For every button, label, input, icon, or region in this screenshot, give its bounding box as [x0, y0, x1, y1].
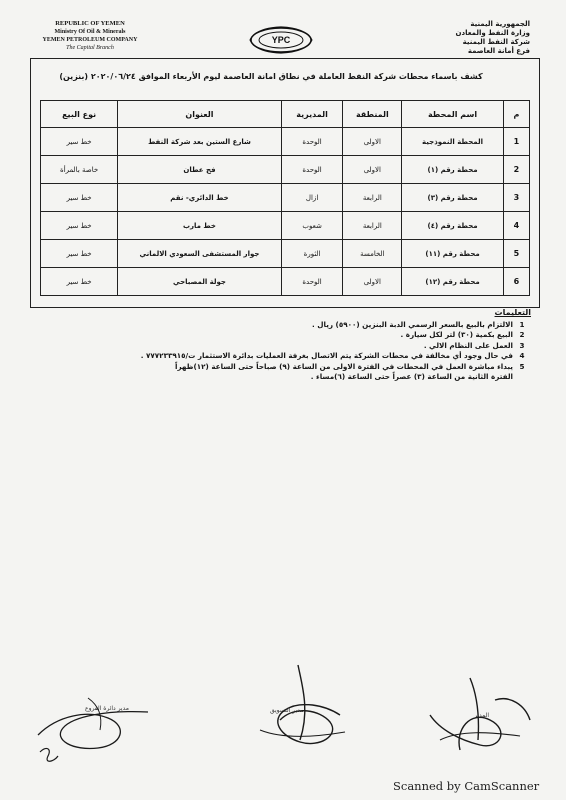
cell-zone: الرابعة	[343, 212, 402, 240]
instruction-text: الالتزام بالبيع بالسعر الرسمي الدبة البنزين (٥٩٠٠) ريال .	[312, 319, 513, 329]
header-english-line: YEMEN PETROLEUM COMPANY	[42, 37, 138, 43]
cell-address: فج عطان	[118, 156, 282, 184]
table-header-row	[41, 101, 530, 128]
header-arabic-line: شركة النفط اليمنية	[462, 38, 530, 46]
cell-station-name: محطة رقم (٣)	[402, 184, 504, 212]
cell-directorate: الوحدة	[281, 268, 343, 296]
header-english	[30, 20, 150, 52]
instruction-number: 3	[519, 340, 525, 350]
stations-table	[40, 100, 530, 296]
signature-label-middle: مدير التسويق	[270, 707, 304, 714]
table-row	[41, 156, 530, 184]
cell-zone: الاولى	[343, 128, 402, 156]
instructions-title: التعليمات	[494, 308, 531, 317]
cell-directorate: ازال	[281, 184, 343, 212]
header-arabic-line: الجمهورية اليمنية	[470, 20, 530, 28]
instruction-text: يبداء مباشرة العمل في المحطات في الفترة الاولى من الساعة (٩) صباحاً حتى الساعة (١٢)ظهراً	[175, 361, 513, 371]
cell-num: 2	[503, 156, 529, 184]
cell-address: خط مارب	[118, 212, 282, 240]
cell-station-name: محطة رقم (١٢)	[402, 268, 504, 296]
cell-station-name: المحطة النموذجية	[402, 128, 504, 156]
cell-station-name: محطة رقم (٤)	[402, 212, 504, 240]
cell-directorate: الوحدة	[281, 128, 343, 156]
signature-right-icon	[400, 670, 540, 760]
cell-sale-type: خاصة بالمرأة	[41, 156, 118, 184]
cell-address: جولة المصباحي	[118, 268, 282, 296]
cell-address: خط الدائري- نقم	[118, 184, 282, 212]
header-arabic	[420, 20, 530, 56]
cell-num: 3	[503, 184, 529, 212]
instruction-item	[96, 341, 531, 352]
signature-label-left: مدير دائرة الفروع	[85, 705, 129, 712]
header-directorate: المديرية	[281, 101, 343, 128]
header-english-line: The Capital Branch	[66, 45, 114, 51]
instruction-item	[96, 320, 531, 331]
signature-middle-icon	[240, 660, 360, 755]
header-num: م	[503, 101, 529, 128]
instruction-continuation: الفترة الثانية من الساعة (٣) عصراً حتى الساعة (٦)مساء .	[310, 372, 513, 381]
instruction-item	[96, 362, 531, 373]
table-row	[41, 212, 530, 240]
instruction-text: في حال وجود أي مخالفة في محطات الشركة يتم الاتصال بغرفة العمليات بدائرة الاستثمار ت/٧٧٧٢٣٣٩١٥ .	[140, 351, 513, 360]
cell-sale-type: خط سير	[41, 240, 118, 268]
table-row	[41, 268, 530, 296]
signature-label-right: المدير	[474, 712, 490, 719]
header-sale-type: نوع البيع	[41, 101, 118, 128]
cell-address: جوار المستشفى السعودي الالماني	[118, 240, 282, 268]
cell-station-name: محطة رقم (١)	[402, 156, 504, 184]
instruction-item	[96, 351, 531, 362]
instruction-number: 2	[519, 330, 525, 339]
header-station-name: اسم المحطة	[402, 101, 504, 128]
cell-sale-type: خط سير	[41, 212, 118, 240]
header-address: العنوان	[118, 101, 282, 128]
document-title: كشف باسماء محطات شركة النفط العاملة في نطاق امانة العاصمة ليوم الأربعاء الموافق ٢٠٢٠/٠٦/٢٤ (بنزين)	[59, 72, 483, 81]
cell-zone: الرابعة	[343, 184, 402, 212]
instructions-section	[96, 308, 531, 383]
cell-num: 6	[503, 268, 529, 296]
cell-directorate: شعوب	[281, 212, 343, 240]
signature-left-icon	[28, 690, 168, 770]
cell-sale-type: خط سير	[41, 128, 118, 156]
cell-zone: الاولى	[343, 156, 402, 184]
logo-text: YPC	[271, 35, 291, 45]
instruction-number: 5	[519, 361, 525, 371]
instruction-text: البيع بكمية (٣٠) لتر لكل سيارة .	[400, 330, 513, 339]
cell-num: 1	[503, 128, 529, 156]
cell-zone: الاولى	[343, 268, 402, 296]
instruction-number: 4	[519, 351, 525, 360]
header-arabic-line: فرع أمانة العاصمة	[467, 47, 530, 55]
instruction-number: 1	[519, 319, 525, 329]
cell-directorate: الثورة	[281, 240, 343, 268]
cell-zone: الخامسة	[343, 240, 402, 268]
table-row	[41, 128, 530, 156]
header-arabic-line: وزارة النفط والمعادن	[455, 29, 530, 37]
scanner-watermark: Scanned by CamScanner	[393, 779, 540, 793]
cell-sale-type: خط سير	[41, 268, 118, 296]
cell-num: 4	[503, 212, 529, 240]
company-logo-icon	[246, 24, 316, 56]
cell-sale-type: خط سير	[41, 184, 118, 212]
cell-address: شارع الستين بعد شركة النفط	[118, 128, 282, 156]
instruction-text: العمل على النظام الالي .	[423, 340, 513, 350]
instruction-item	[96, 330, 531, 341]
table-row	[41, 184, 530, 212]
cell-station-name: محطة رقم (١١)	[402, 240, 504, 268]
header-zone: المنطقة	[343, 101, 402, 128]
header-english-line: REPUBLIC OF YEMEN	[55, 20, 125, 27]
cell-directorate: الوحدة	[281, 156, 343, 184]
header-english-line: Ministry Of Oil & Minerals	[54, 29, 126, 35]
cell-num: 5	[503, 240, 529, 268]
table-row	[41, 240, 530, 268]
